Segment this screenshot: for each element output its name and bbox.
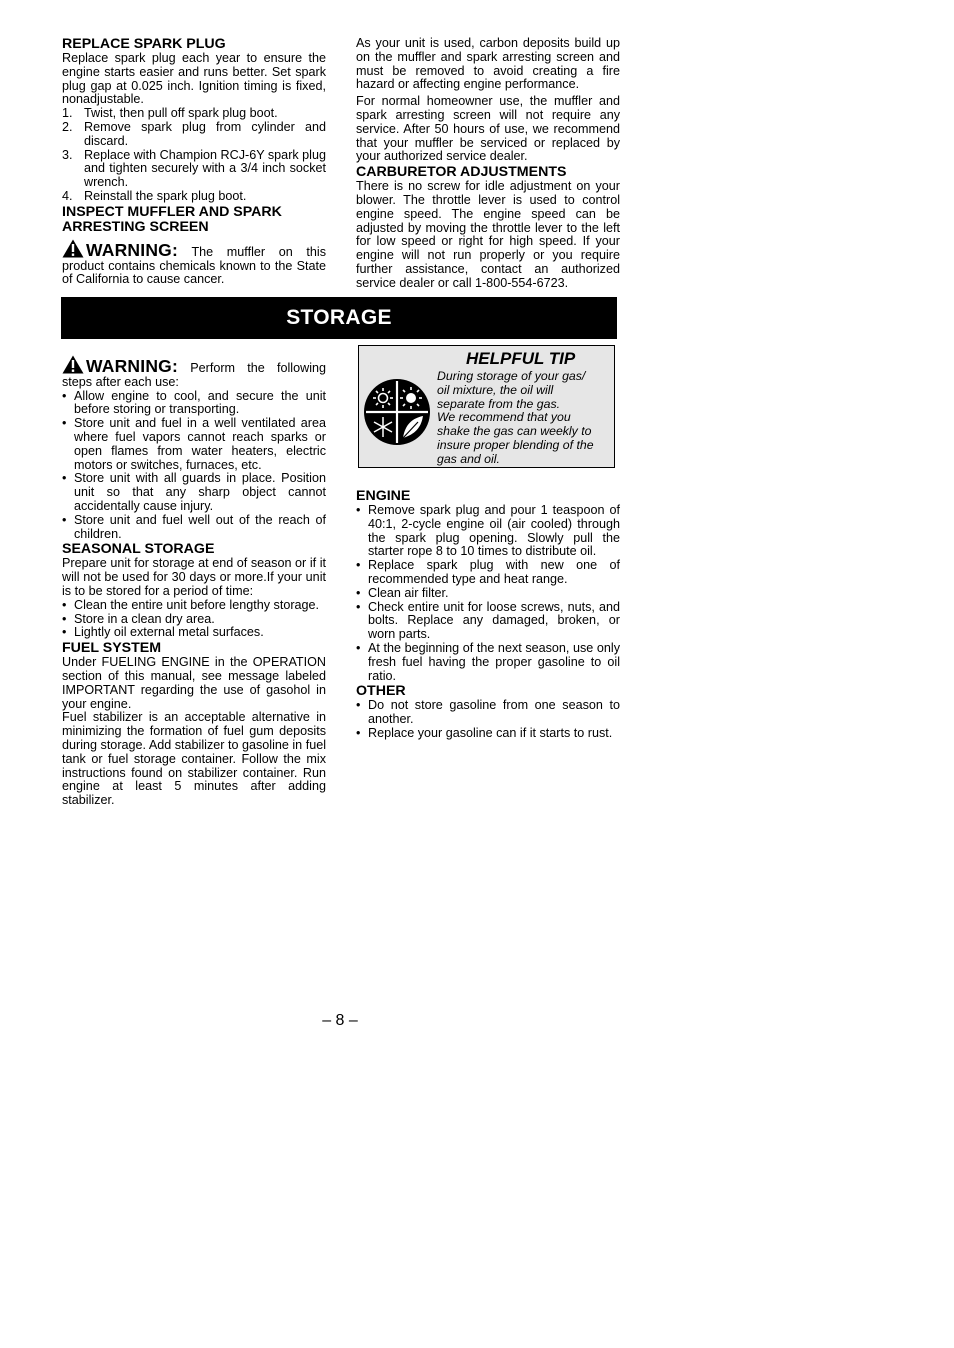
list-item: • Clean the entire unit before lengthy storage.	[62, 597, 320, 612]
list-item-text: At the beginning of the next season, use only fresh fuel having the proper gasoline to oil ratio.	[368, 640, 620, 683]
banner-title: STORAGE	[286, 306, 392, 330]
helpful-tip-text	[437, 370, 599, 467]
tip-line: We recommend that you shake the gas can weekly to insure proper blending of the gas and oil.	[437, 410, 594, 466]
list-item: • Store unit with all guards in place. Position unit so that any sharp object cannot accidentally cause injury.	[62, 471, 326, 513]
replace-spark-plug-section	[62, 37, 326, 287]
bullet-list	[356, 504, 620, 683]
paragraph: Prepare unit for storage at end of season or if it will not be used for 30 days or more.If your unit is to be stored for a period of time:	[62, 556, 326, 598]
list-item: • Lightly oil external metal surfaces.	[62, 625, 264, 640]
section-heading: REPLACE SPARK PLUG	[62, 36, 226, 52]
list-item-text: Do not store gasoline from one season to another.	[368, 698, 620, 727]
list-item-text: Replace with Champion RCJ-6Y spark plug and tighten securely with a 3/4 inch socket wrench.	[84, 147, 326, 190]
warning-label: WARNING:	[86, 356, 179, 376]
list-item-text: Store unit with all guards in place. Position unit so that any sharp object cannot accidentally cause injury.	[74, 471, 326, 513]
list-item: • Check entire unit for loose screws, nuts, and bolts. Replace any damaged, broken, or worn parts.	[356, 599, 620, 642]
list-item-text: Remove spark plug and pour 1 teaspoon of 40:1, 2-cycle engine oil (air cooled) through the spark plug opening. Slowly pull the starter rope 8 to 10 times to distribute oil.	[368, 503, 620, 559]
section-heading: ARRESTING SCREEN	[62, 218, 209, 235]
list-item: • Replace spark plug with new one of recommended type and heat range.	[356, 558, 620, 586]
list-item: • Clean air filter.	[356, 585, 449, 600]
warning-text: The muffler on this product contains chemicals known to the State of California to cause cancer.	[62, 244, 326, 287]
list-number: 2.	[62, 119, 73, 134]
list-item-text: Store unit and fuel well out of the reach of children.	[74, 512, 326, 541]
section-heading: OTHER	[356, 683, 406, 700]
list-item	[62, 190, 326, 204]
seasons-icon	[363, 378, 431, 446]
helpful-tip-title: HELPFUL TIP	[466, 349, 576, 368]
warning-text: Perform the following steps after each use:	[62, 361, 327, 389]
muffler-carburetor-section	[356, 37, 620, 291]
list-item-text: Replace spark plug with new one of recommended type and heat range.	[368, 558, 620, 586]
list-item	[62, 107, 326, 121]
bullet-list	[62, 599, 326, 640]
list-item: • Store unit and fuel in a well ventilated area where fuel vapors cannot reach sparks or open flames from water heaters, electric motors or switches, furnaces, etc.	[62, 416, 326, 472]
storage-right-column	[356, 489, 620, 741]
list-item: • At the beginning of the next season, use only fresh fuel having the proper gasoline to oil ratio.	[356, 640, 620, 683]
list-item-text: Replace your gasoline can if it starts to rust.	[368, 725, 613, 740]
page-number: – 8 –	[322, 1012, 358, 1029]
section-heading: INSPECT MUFFLER AND SPARK	[62, 203, 282, 220]
helpful-tip-box	[358, 345, 615, 468]
paragraph: Replace spark plug each year to ensure the engine starts easier and runs better. Set spark plug gap at 0.025 inch. Ignition timing is fixed, nonadjustable.	[62, 51, 326, 107]
section-heading: ENGINE	[356, 488, 411, 504]
list-item: • Replace your gasoline can if it starts to rust.	[356, 725, 613, 740]
paragraph: Under FUELING ENGINE in the OPERATION section of this manual, see message labeled IMPORTANT regarding the use of gasohol in your engine.	[62, 655, 326, 711]
section-heading: CARBURETOR ADJUSTMENTS	[356, 164, 567, 181]
warning-triangle-icon	[62, 239, 84, 258]
list-item: • Store in a clean dry area.	[62, 611, 215, 626]
bullet-list	[356, 699, 620, 740]
section-heading: SEASONAL STORAGE	[62, 541, 215, 558]
list-item-text: Reinstall the spark plug boot.	[84, 188, 247, 203]
list-number: 4.	[62, 188, 73, 203]
list-item-text: Twist, then pull off spark plug boot.	[84, 106, 278, 121]
warning-paragraph	[62, 355, 326, 390]
list-item: • Remove spark plug and pour 1 teaspoon of 40:1, 2-cycle engine oil (air cooled) through the spark plug opening. Slowly pull the starter rope 8 to 10 times to distribute oil.	[356, 503, 620, 559]
paragraph: There is no screw for idle adjustment on your blower. The throttle lever is used to control engine speed. The engine speed can be adjusted by moving the throttle lever to the left for low speed or right for high speed. If your engine will not run properly or you require further assistance, contact an authorized service dealer or call 1-800-554-6723.	[356, 179, 620, 290]
list-item-text: Allow engine to cool, and secure the unit before storing or transporting.	[74, 388, 326, 417]
paragraph: Fuel stabilizer is an acceptable alternative in minimizing the formation of fuel gum deposits during storage. Add stabilizer to gasoline in fuel tank or fuel storage container. Follow the mix instructions found on stabilizer container. Run engine at least 5 minutes after adding stabilizer.	[62, 710, 326, 808]
warning-paragraph	[62, 239, 326, 287]
list-item-text: Clean the entire unit before lengthy storage.	[74, 597, 320, 612]
numbered-list	[62, 107, 326, 204]
warning-triangle-icon	[62, 355, 84, 374]
list-item-text: Store in a clean dry area.	[74, 611, 215, 626]
list-item	[62, 149, 326, 190]
storage-left-column	[62, 355, 326, 808]
paragraph: For normal homeowner use, the muffler and spark arresting screen will not require any service. After 50 hours of use, we recommend that your muffler be serviced or replaced by your authorized service dealer.	[356, 94, 620, 164]
list-item: • Do not store gasoline from one season to another.	[356, 698, 620, 727]
list-item-text: Lightly oil external metal surfaces.	[74, 625, 264, 640]
tip-line: During storage of your gas/ oil mixture, the oil will separate from the gas.	[437, 369, 586, 411]
paragraph: As your unit is used, carbon deposits build up on the muffler and spark arresting screen and must be removed to avoid creating a fire hazard or affecting engine performance.	[356, 36, 620, 92]
list-item: • Allow engine to cool, and secure the unit before storing or transporting.	[62, 388, 326, 417]
list-number: 3.	[62, 147, 73, 162]
warning-label: WARNING:	[86, 239, 179, 260]
list-item: • Store unit and fuel well out of the reach of children.	[62, 512, 326, 541]
list-item-text: Check entire unit for loose screws, nuts, and bolts. Replace any damaged, broken, or worn parts.	[368, 599, 620, 642]
bullet-list	[62, 390, 326, 542]
list-item-text: Store unit and fuel in a well ventilated area where fuel vapors cannot reach sparks or open flames from water heaters, electric motors or switches, furnaces, etc.	[74, 416, 326, 472]
list-number: 1.	[62, 106, 73, 121]
list-item	[62, 121, 326, 149]
list-item-text: Remove spark plug from cylinder and discard.	[84, 119, 326, 148]
section-heading: FUEL SYSTEM	[62, 640, 162, 657]
storage-banner	[61, 297, 617, 339]
list-item-text: Clean air filter.	[368, 585, 449, 600]
